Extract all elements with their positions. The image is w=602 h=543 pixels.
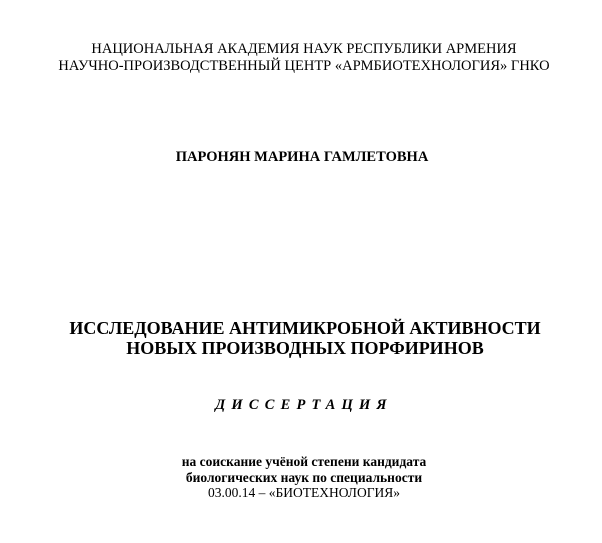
dissertation-title-line-2: НОВЫХ ПРОИЗВОДНЫХ ПОРФИРИНОВ bbox=[126, 338, 484, 358]
dissertation-title-line-1: ИССЛЕДОВАНИЕ АНТИМИКРОБНОЙ АКТИВНОСТИ bbox=[69, 318, 541, 338]
organization-line-2: НАУЧНО-ПРОИЗВОДСТВЕННЫЙ ЦЕНТР «АРМБИОТЕХНОЛОГИЯ» ГНКО bbox=[58, 58, 550, 74]
degree-line-1: на соискание учёной степени кандидата bbox=[181, 454, 427, 469]
degree-line-2: биологических наук по специальности bbox=[185, 470, 423, 485]
degree-line-3: 03.00.14 – «БИОТЕХНОЛОГИЯ» bbox=[207, 485, 401, 500]
organization-line-1: НАЦИОНАЛЬНАЯ АКАДЕМИЯ НАУК РЕСПУБЛИКИ АРМЕНИЯ bbox=[91, 41, 517, 57]
author-name: ПАРОНЯН МАРИНА ГАМЛЕТОВНА bbox=[175, 149, 429, 165]
document-type: ДИССЕРТАЦИЯ bbox=[215, 397, 393, 413]
